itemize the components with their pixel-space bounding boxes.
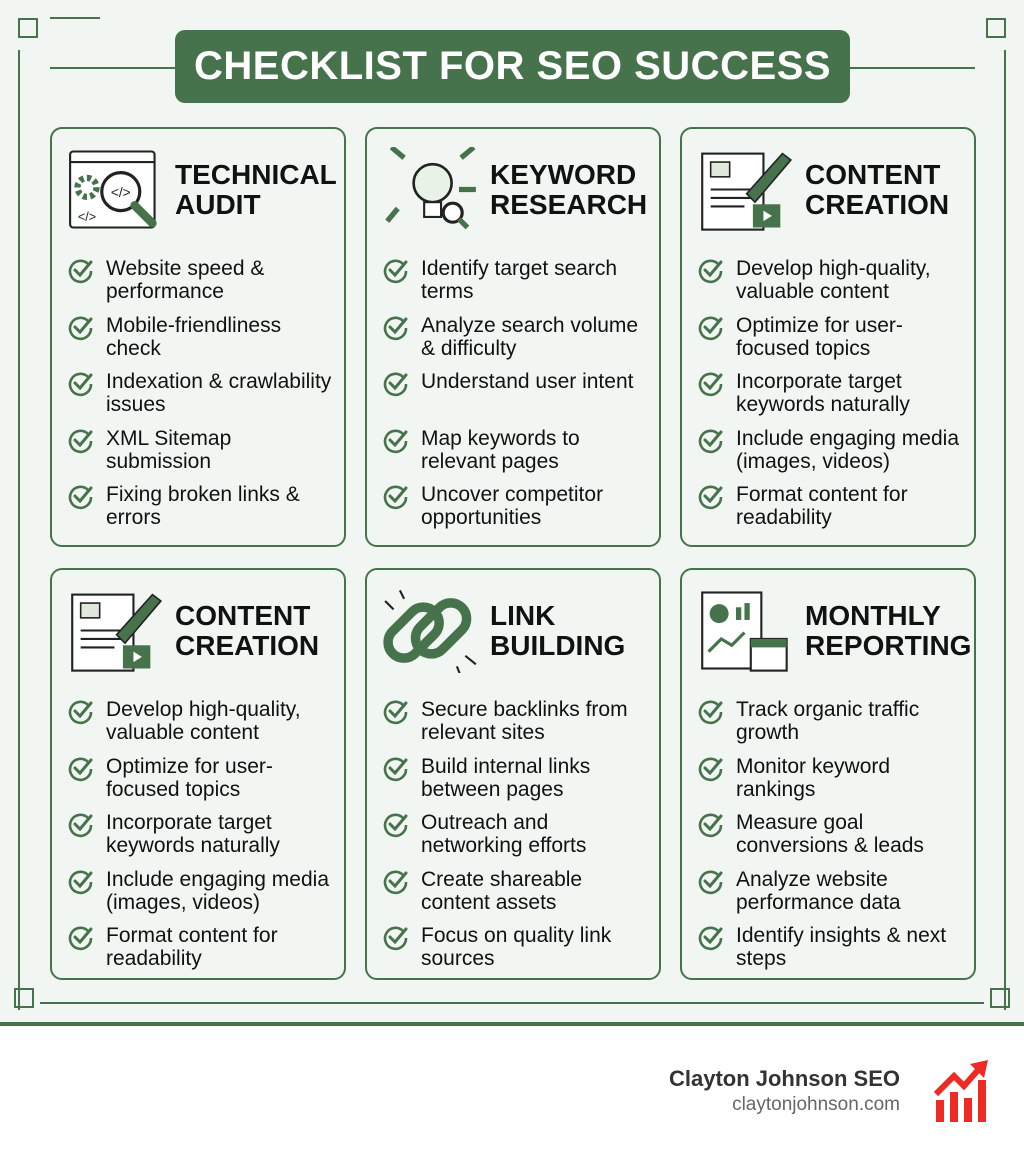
check-icon	[383, 925, 409, 951]
checklist-item	[383, 483, 653, 540]
checklist-item-text: Map keywords to relevant pages	[421, 426, 580, 473]
checklist-item	[698, 811, 968, 868]
check-icon	[383, 371, 409, 397]
check-icon	[68, 258, 94, 284]
brand-url: claytonjohnson.com	[732, 1094, 900, 1115]
banner-line	[850, 67, 975, 69]
checklist-item-text: Track organic traffic growth	[736, 698, 920, 744]
check-icon	[68, 428, 94, 454]
checklist-item-text: Secure backlinks from relevant sites	[421, 698, 628, 744]
card-header	[383, 147, 660, 232]
card-title-line: AUDIT	[175, 188, 261, 220]
checklist-item	[68, 811, 338, 868]
checklist	[698, 698, 968, 981]
svg-text:</>: </>	[77, 210, 97, 225]
check-icon	[383, 484, 409, 510]
check-icon	[698, 869, 724, 895]
checklist-item	[68, 314, 338, 371]
check-icon	[68, 371, 94, 397]
check-icon	[68, 484, 94, 510]
checklist-item-text: Incorporate target keywords naturally	[736, 370, 910, 416]
checklist-item	[68, 698, 338, 755]
checklist-item-text: Develop high-quality, valuable content	[736, 257, 931, 303]
frame-line	[40, 1002, 984, 1004]
checklist-item-text: Include engaging media (images, videos)	[106, 867, 330, 914]
card-title-line: CONTENT	[175, 599, 311, 631]
checklist-item	[383, 370, 653, 427]
checklist-item	[383, 257, 653, 314]
frame-corner	[18, 18, 38, 38]
check-icon	[68, 869, 94, 895]
checklist-item-text: Create shareable content assets	[421, 867, 583, 914]
card-title	[805, 160, 975, 220]
checklist-item	[698, 370, 968, 427]
page-title: CHECKLIST FOR SEO SUCCESS	[175, 30, 850, 103]
checklist-item	[698, 427, 968, 484]
checklist-item-text: Format content for readability	[106, 924, 278, 970]
check-icon	[383, 869, 409, 895]
checklist-card	[680, 127, 976, 547]
check-icon	[383, 428, 409, 454]
checklist-item-text: Fixing broken links & errors	[106, 483, 300, 529]
checklist-item-text: Indexation & crawlability issues	[106, 370, 332, 416]
checklist-item	[68, 370, 338, 427]
card-title-line: MONTHLY	[805, 599, 941, 631]
card-header	[698, 588, 975, 673]
checklist-item-text: Focus on quality link sources	[421, 924, 612, 970]
checklist-item-text: Include engaging media (images, videos)	[736, 426, 960, 473]
card-title	[490, 160, 660, 220]
card-title-line: CREATION	[805, 188, 950, 220]
checklist-item-text: XML Sitemap submission	[106, 426, 232, 473]
check-icon	[383, 699, 409, 725]
card-title	[175, 160, 345, 220]
check-icon	[698, 315, 724, 341]
frame-line	[50, 17, 100, 19]
checklist-item	[68, 483, 338, 540]
checklist-item	[383, 868, 653, 925]
checklist-item-text: Optimize for user-focused topics	[736, 313, 903, 360]
check-icon	[698, 258, 724, 284]
checklist-item-text: Outreach and networking efforts	[421, 811, 587, 857]
banner-line	[50, 67, 175, 69]
check-icon	[68, 812, 94, 838]
checklist-item	[383, 427, 653, 484]
document-pen-icon	[698, 147, 793, 232]
check-icon	[68, 925, 94, 951]
checklist-item	[68, 427, 338, 484]
card-title-line: LINK	[490, 599, 556, 631]
checklist-card	[50, 568, 346, 980]
checklist-item-text: Uncover competitor opportunities	[421, 483, 604, 529]
card-title-line: CONTENT	[805, 158, 941, 190]
checklist	[68, 257, 338, 540]
checklist-item	[383, 314, 653, 371]
checklist-item	[698, 483, 968, 540]
card-title-line: KEYWORD	[490, 158, 637, 190]
check-icon	[698, 428, 724, 454]
checklist-item-text: Develop high-quality, valuable content	[106, 698, 301, 744]
document-pen-icon	[68, 588, 163, 673]
frame-line	[18, 50, 20, 1010]
checklist-item	[698, 257, 968, 314]
frame-corner	[986, 18, 1006, 38]
check-icon	[68, 315, 94, 341]
checklist	[68, 698, 338, 981]
check-icon	[383, 812, 409, 838]
checklist-item-text: Monitor keyword rankings	[736, 754, 891, 801]
checklist-item-text: Website speed & performance	[106, 257, 265, 303]
checklist-item	[68, 755, 338, 812]
card-title-line: TECHNICAL	[175, 158, 337, 190]
check-icon	[698, 699, 724, 725]
checklist-item-text: Mobile-friendliness check	[106, 313, 282, 360]
checklist-item	[383, 698, 653, 755]
frame-line	[1004, 50, 1006, 1010]
checklist-item	[698, 868, 968, 925]
svg-text:</>: </>	[110, 184, 131, 200]
checklist-item-text: Identify target search terms	[421, 257, 618, 303]
checklist-item-text: Optimize for user-focused topics	[106, 754, 273, 801]
brand-name: Clayton Johnson SEO	[668, 1066, 900, 1091]
checklist-item	[383, 755, 653, 812]
checklist-card	[50, 127, 346, 547]
checklist-card	[365, 127, 661, 547]
checklist-item-text: Understand user intent	[421, 370, 634, 393]
checklist-item-text: Measure goal conversions & leads	[736, 811, 924, 857]
checklist-item-text: Identify insights & next steps	[736, 924, 947, 970]
checklist-item	[68, 924, 338, 981]
check-icon	[698, 756, 724, 782]
checklist-item-text: Format content for readability	[736, 483, 908, 529]
check-icon	[383, 258, 409, 284]
growth-chart-logo-icon	[934, 1060, 990, 1124]
checklist-item-text: Build internal links between pages	[421, 754, 591, 801]
report-calendar-icon	[698, 588, 793, 673]
brand-block	[669, 1066, 900, 1116]
checklist-item-text: Incorporate target keywords naturally	[106, 811, 280, 857]
checklist-card	[365, 568, 661, 980]
card-title	[490, 601, 660, 661]
card-title-line: REPORTING	[805, 629, 972, 661]
card-title-line: BUILDING	[490, 629, 626, 661]
lightbulb-magnifier-icon	[383, 147, 478, 232]
card-header	[68, 588, 345, 673]
checklist-item	[383, 924, 653, 981]
chain-link-icon	[383, 588, 478, 673]
card-title-line: CREATION	[175, 629, 320, 661]
checklist-item	[68, 257, 338, 314]
check-icon	[698, 371, 724, 397]
checklist-item	[698, 924, 968, 981]
check-icon	[68, 699, 94, 725]
checklist	[383, 257, 653, 540]
card-header	[68, 147, 345, 232]
check-icon	[383, 756, 409, 782]
check-icon	[698, 925, 724, 951]
checklist-card	[680, 568, 976, 980]
checklist-item	[698, 755, 968, 812]
frame-corner	[14, 988, 34, 1008]
frame-corner	[990, 988, 1010, 1008]
checklist-item	[698, 698, 968, 755]
checklist-item-text: Analyze search volume & difficulty	[421, 313, 639, 360]
checklist-item	[68, 868, 338, 925]
card-header	[698, 147, 975, 232]
check-icon	[383, 315, 409, 341]
checklist	[383, 698, 653, 981]
card-header	[383, 588, 660, 673]
check-icon	[698, 484, 724, 510]
checklist-item-text: Analyze website performance data	[736, 867, 901, 914]
check-icon	[68, 756, 94, 782]
checklist	[698, 257, 968, 540]
checklist-item	[383, 811, 653, 868]
checklist-item	[698, 314, 968, 371]
card-title	[175, 601, 345, 661]
card-title-line: RESEARCH	[490, 188, 648, 220]
check-icon	[698, 812, 724, 838]
card-title	[805, 601, 975, 661]
browser-gear-magnifier-icon	[68, 147, 163, 232]
